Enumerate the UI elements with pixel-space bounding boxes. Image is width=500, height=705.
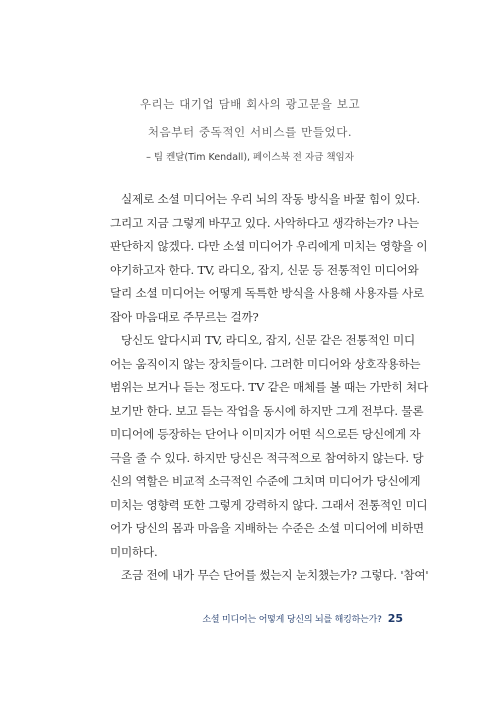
epigraph [0, 96, 500, 165]
paragraph-line: 그리고 지금 그렇게 바꾸고 있다. 사악하다고 생각하는가? 나는 [110, 215, 419, 230]
body-text [110, 188, 429, 588]
running-title: 소셜 미디어는 어떻게 당신의 뇌를 해킹하는가? [202, 615, 382, 625]
epigraph-line: 우리는 대기업 담배 회사의 광고문을 보고 [139, 97, 361, 111]
paragraph-line: 실제로 소셜 미디어는 우리 뇌의 작동 방식을 바꿀 힘이 있다. [121, 192, 420, 206]
paragraph-line: 신의 역할은 비교적 소극적인 수준에 그치며 미디어가 당신에게 [110, 474, 421, 488]
paragraph-line: 보기만 한다. 보고 듣는 작업을 동시에 하지만 그게 전부다. 물론 [110, 403, 424, 418]
paragraph-line: 달리 소셜 미디어는 어떻게 독특한 방식을 사용해 사용자를 사로 [110, 286, 424, 300]
epigraph-line: 처음부터 중독적인 서비스를 만들었다. [147, 125, 353, 139]
paragraph-line: 미치는 영향력 또한 그렇게 강력하지 않다. 그래서 전통적인 미디 [110, 497, 428, 512]
paragraph-line: 범위는 보거나 듣는 정도다. TV 같은 매체를 볼 때는 가만히 쳐다 [110, 380, 429, 394]
paragraph-line: 어는 움직이지 않는 장치들이다. 그러한 미디어와 상호작용하는 [110, 356, 421, 371]
paragraph-line: 당신도 알다시피 TV, 라디오, 잡지, 신문 같은 전통적인 미디 [121, 333, 416, 347]
paragraph-line: 판단하지 않겠다. 다만 소셜 미디어가 우리에게 미치는 영향을 이 [110, 239, 428, 253]
paragraph-line: 극을 줄 수 있다. 하지만 당신은 적극적으로 참여하지 않는다. 당 [110, 450, 424, 465]
paragraph-line: 어가 당신의 몸과 마음을 지배하는 수준은 소셜 미디어에 비하면 [110, 521, 424, 535]
page-number: 25 [387, 612, 403, 625]
paragraph-line: 야기하고자 한다. TV, 라디오, 잡지, 신문 등 전통적인 미디어와 [110, 262, 419, 277]
paragraph-line: 잡아 마음대로 주무르는 걸까? [110, 309, 259, 324]
page-footer [0, 607, 403, 626]
paragraph-line: 조금 전에 내가 무슨 단어를 썼는지 눈치챘는가? 그렇다. '참여' [121, 568, 429, 582]
paragraph-line: 미미하다. [110, 544, 158, 559]
paragraph-line: 미디어에 등장하는 단어나 이미지가 어떤 식으로든 당신에게 자 [110, 427, 421, 441]
epigraph-attribution: – 팀 켄달(Tim Kendall), 페이스북 전 자금 책임자 [146, 152, 354, 163]
